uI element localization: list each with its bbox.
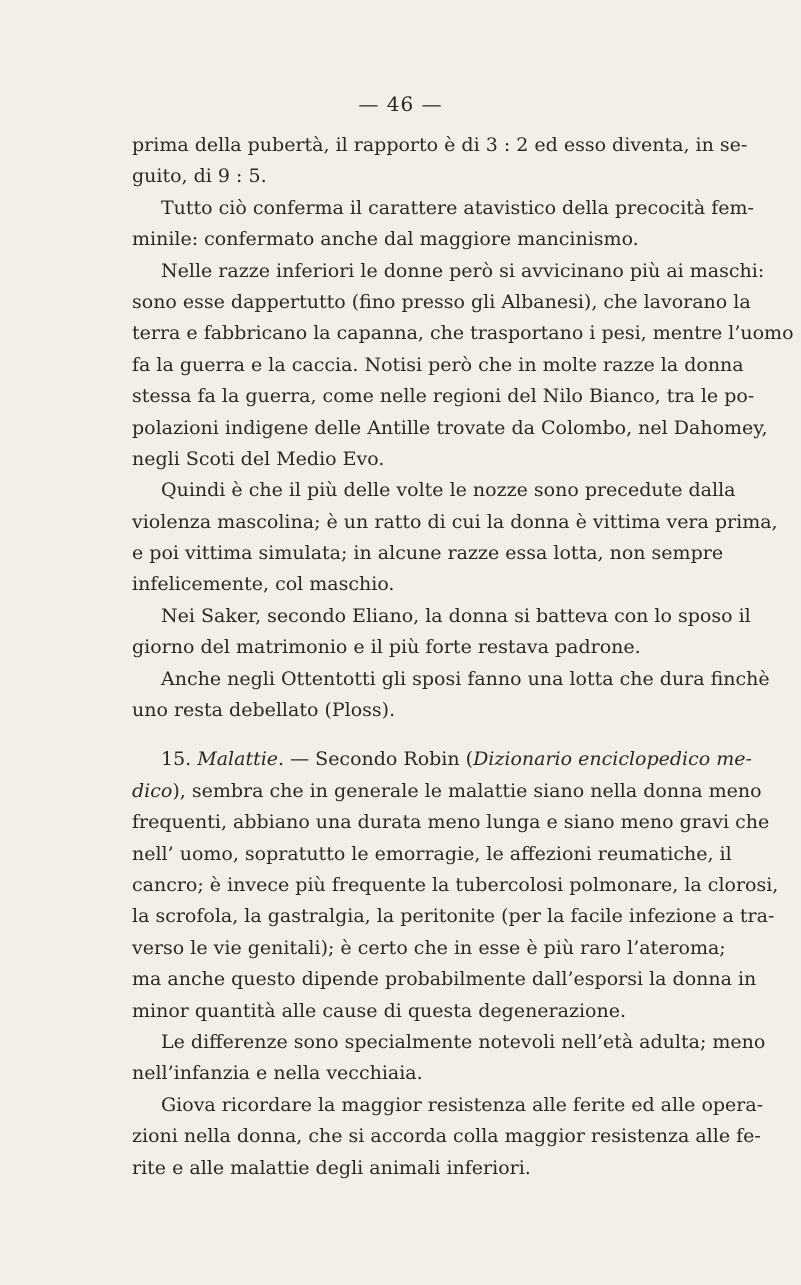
text-line: Quindi è che il più delle volte le nozze sono precedute dalla xyxy=(161,479,736,502)
text-line: stessa fa la guerra, come nelle regioni del Nilo Bianco, tra le po- xyxy=(132,385,755,408)
text-line: Le differenze sono specialmente notevoli nell’età adulta; meno xyxy=(161,1030,766,1053)
paragraph xyxy=(132,130,748,193)
text-line: prima della pubertà, il rapporto è di 3 : 2 ed esso diventa, in se- xyxy=(132,134,748,156)
text-line: giorno del matrimonio e il più forte restava padrone. xyxy=(132,636,641,659)
paragraph xyxy=(132,1090,764,1184)
text-line xyxy=(132,744,752,775)
text-line: Tutto ciò conferma il carattere atavistico della precocità fem- xyxy=(161,196,754,219)
text-line: nell’infanzia e nella vecchiaia. xyxy=(132,1062,423,1085)
paragraph xyxy=(132,1027,766,1090)
text-line: la scrofola, la gastralgia, la peritonite (per la facile infezione a tra- xyxy=(132,905,775,928)
text-line: guito, di 9 : 5. xyxy=(132,165,267,188)
paragraph xyxy=(132,256,794,476)
text-line: frequenti, abbiano una durata meno lunga e siano meno gravi che xyxy=(132,811,770,834)
italic-run: Dizionario enciclopedico me- xyxy=(473,748,752,771)
text-line: minile: confermato anche dal maggiore mancinismo. xyxy=(132,228,639,251)
text-line: zioni nella donna, che si accorda colla maggior resistenza alle fe- xyxy=(132,1125,761,1148)
text-run: ), sembra che in generale le malattie siano nella donna meno xyxy=(172,779,762,802)
paragraph xyxy=(132,601,751,664)
text-line: fa la guerra e la caccia. Notisi però che in molte razze la donna xyxy=(132,353,744,376)
text-line: rite e alle malattie degli animali inferiori. xyxy=(132,1156,531,1179)
page-number: — 46 — xyxy=(358,92,443,116)
body-text xyxy=(132,130,794,1184)
text-line: negli Scoti del Medio Evo. xyxy=(132,447,385,470)
text-line: Giova ricordare la maggior resistenza alle ferite ed alle opera- xyxy=(161,1093,764,1116)
paragraph xyxy=(132,744,779,1027)
text-line: uno resta debellato (Ploss). xyxy=(132,699,396,722)
text-line: Nei Saker, secondo Eliano, la donna si batteva con lo sposo il xyxy=(161,604,751,627)
text-line: cancro; è invece più frequente la tubercolosi polmonare, la clorosi, xyxy=(132,873,779,896)
text-line: ma anche questo dipende probabilmente dall’esporsi la donna in xyxy=(132,968,757,991)
paragraph-gap xyxy=(132,726,672,744)
text-line: infelicemente, col maschio. xyxy=(132,573,395,596)
text-line: nell’ uomo, sopratutto le emorragie, le affezioni reumatiche, il xyxy=(132,842,732,865)
text-line: e poi vittima simulata; in alcune razze essa lotta, non sempre xyxy=(132,542,724,565)
text-line: polazioni indigene delle Antille trovate da Colombo, nel Dahomey, xyxy=(132,416,768,439)
text-line xyxy=(132,776,762,807)
text-line: terra e fabbricano la capanna, che trasportano i pesi, mentre l’uomo xyxy=(132,322,794,345)
text-line: verso le vie genitali); è certo che in esse è più raro l’ateroma; xyxy=(132,936,726,959)
italic-run: Malattie. xyxy=(197,748,285,771)
paragraph xyxy=(132,664,770,727)
text-run: 15. xyxy=(161,748,198,771)
text-line: Anche negli Ottentotti gli sposi fanno una lotta che dura finchè xyxy=(161,667,770,690)
italic-run: dico xyxy=(132,779,173,802)
text-line: Nelle razze inferiori le donne però si avvicinano più ai maschi: xyxy=(161,259,765,282)
paragraph xyxy=(132,475,778,601)
text-line: minor quantità alle cause di questa degenerazione. xyxy=(132,999,626,1022)
paragraph xyxy=(132,193,754,256)
text-line: violenza mascolina; è un ratto di cui la donna è vittima vera prima, xyxy=(132,510,778,533)
text-line: sono esse dappertutto (fino presso gli Albanesi), che lavorano la xyxy=(132,290,751,313)
text-run: — Secondo Robin ( xyxy=(284,748,474,771)
